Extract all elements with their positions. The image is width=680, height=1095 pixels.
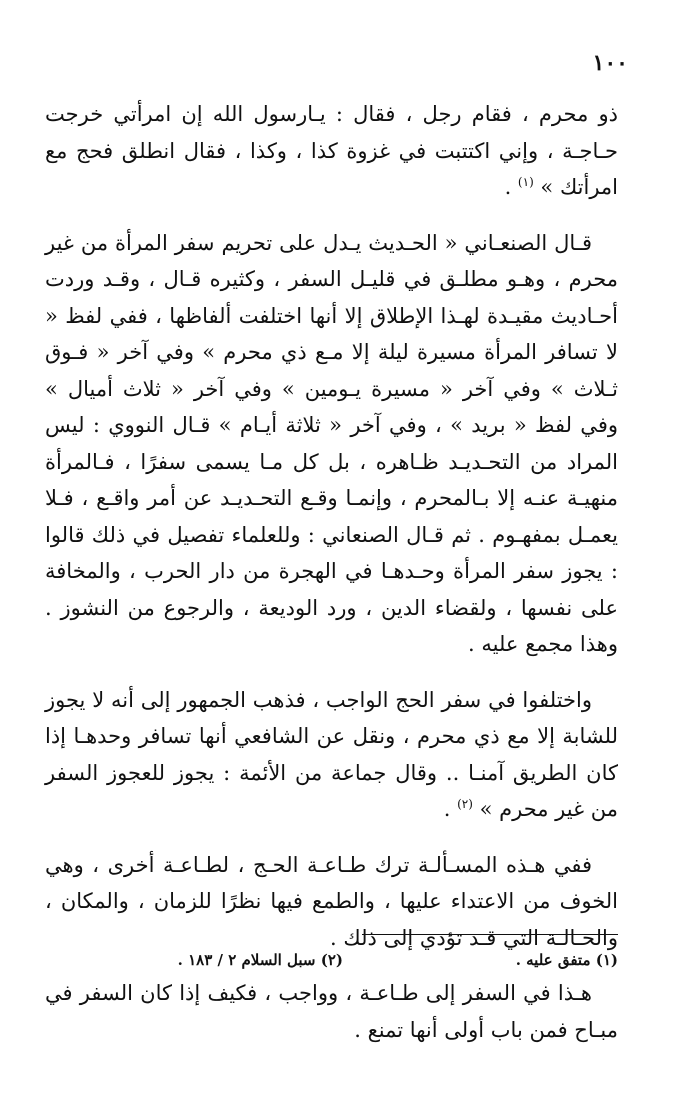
body-text <box>45 96 618 1067</box>
paragraph-1-text: ذو محرم ، فقام رجل ، فقال : يـارسول الله إن امرأتي خرجت حـاجـة ، وإني اكتتبت في غزوة كذا ، وكذا ، فقال انطلق فحج مع امرأتك » <box>45 102 618 199</box>
paragraph-3-text: واختلفوا في سفر الحج الواجب ، فذهب الجمهور إلى أنه لا يجوز للشابة إلا مع ذي محرم ، ونقل عن الشافعي أنها تسافر وحدهـا إذا كان الطريق آمنـا .. وقال جماعة من الأئمة : يجوز للعجوز السفر من غير محرم » <box>45 687 618 821</box>
paragraph-1-tail: . <box>504 175 518 199</box>
footnote-ref-2[interactable]: (٢) <box>457 797 473 811</box>
footnote-ref-1[interactable]: (١) <box>517 175 534 189</box>
paragraph-3-tail: . <box>443 797 458 821</box>
paragraph-4 <box>45 847 618 957</box>
paragraph-3 <box>45 682 618 828</box>
footnote-2: (٢) سبل السلام ٢ / ١٨٣ . <box>177 951 343 969</box>
footnote-divider <box>362 934 618 935</box>
paragraph-4-text: ففي هـذه المسـألـة ترك طـاعـة الحـج ، لطـاعـة أخرى ، وهي الخوف من الاعتداء عليها ، والطمع فيها نظرًا للزمان ، والمكان ، والحـالـة التي قـد تؤدي إلى ذلك . <box>45 852 618 950</box>
footnote-1: (١) متفق عليه . <box>515 951 618 969</box>
page-number: ١٠٠ <box>592 50 628 76</box>
paragraph-1 <box>45 96 618 206</box>
paragraph-5 <box>45 975 618 1048</box>
paragraph-2 <box>45 225 618 663</box>
paragraph-5-text: هـذا في السفر إلى طـاعـة ، وواجب ، فكيف إذا كان السفر في مبـاح فمن باب أولى أنها تمنع . <box>45 981 618 1042</box>
paragraph-2-text: قـال الصنعـاني « الحـديث يـدل على تحريم سفر المرأة من غير محرم ، وهـو مطلـق في قليـل السفر ، وكثيره قـال ، وقـد وردت أحـاديث مقيـدة لهـذا الإطلاق إلا أنها اختلفت ألفاظها ، ففي لفظ « لا تسافر المرأة مسيرة ليلة إلا مـع ذي محرم » وفي آخر « فـوق ثـلاث » وفي آخر « مسيرة يـومين » وفي آخر « ثلاث أميال » وفي لفظ « بريد » ، وفي آخر « ثلاثة أيـام » قـال النووي : ليس المراد من التحـديـد ظـاهره ، بل كل مـا يسمى سفرًا ، فـالمرأة منهيـة عنـه إلا بـالمحرم ، وإنمـا وقـع التحـديـد عن أمر واقـع ، فـلا يعمـل بمفهـوم . ثم قـال الصنعاني : وللعلماء تفصيل في ذلك قالوا : يجوز سفر المرأة وحـدهـا في الهجرة من دار الحرب ، والمخافة على نفسها ، ولقضاء الدين ، ورد الوديعة ، والرجوع من النشوز . وهذا مجمع عليه . <box>45 230 618 656</box>
